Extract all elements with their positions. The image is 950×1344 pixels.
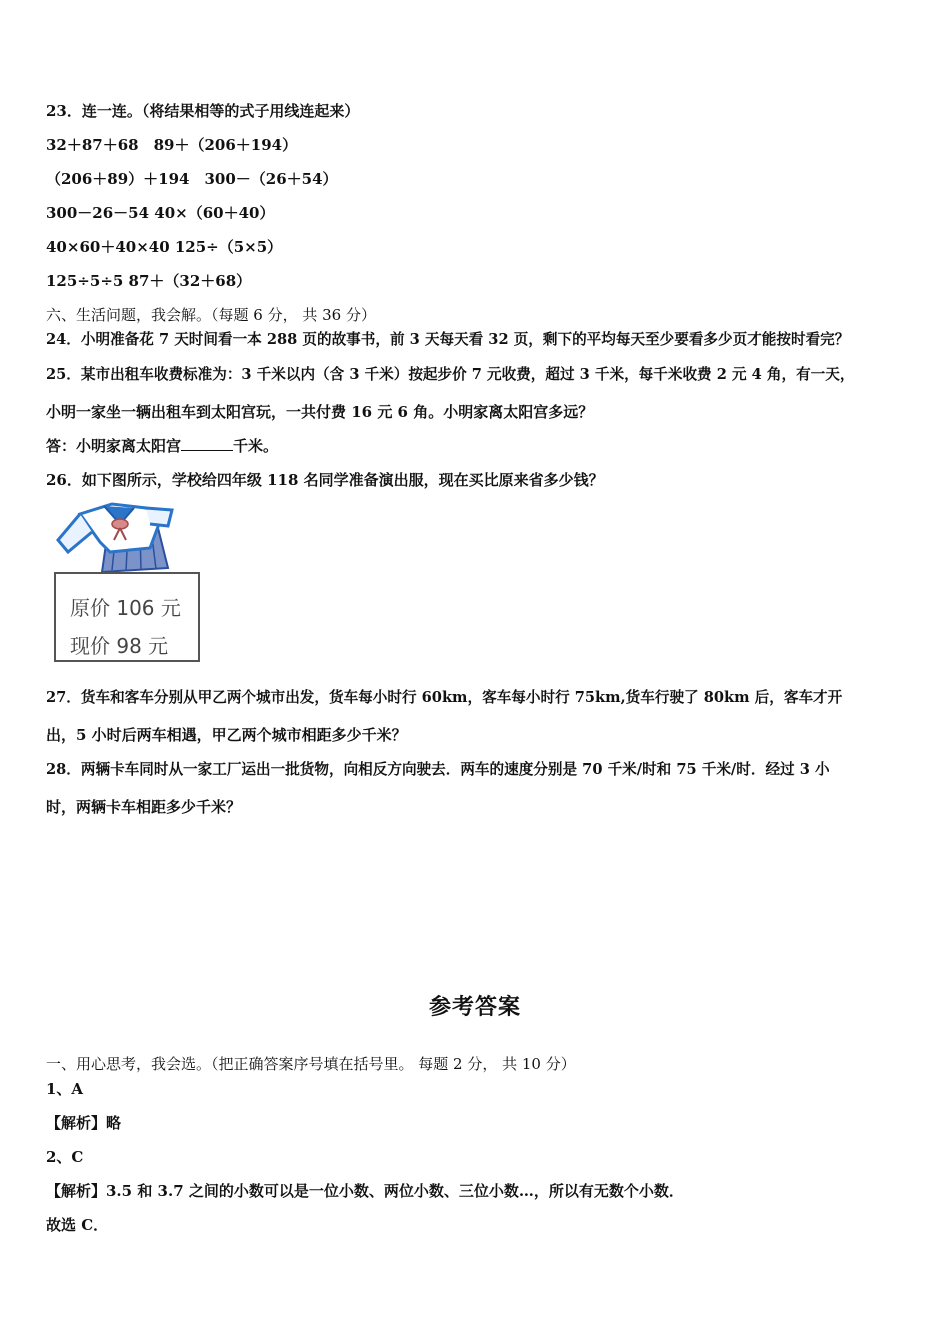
q25-answer-prefix: 答：小明家离太阳宫 bbox=[46, 437, 182, 455]
q28-line-1: 28．两辆卡车同时从一家工厂运出一批货物，向相反方向驶去．两车的速度分别是 70 千米/时和 75 千米/时．经过 3 小 bbox=[46, 761, 830, 778]
answer-1: 1、A bbox=[46, 1080, 84, 1098]
q24-text: 24．小明准备花 7 天时间看一本 288 页的故事书，前 3 天每天看 32 页，剩下的平均每天至少要看多少页才能按时看完？ bbox=[46, 331, 850, 348]
q28-line-2: 时，两辆卡车相距多少千米？ bbox=[46, 798, 242, 816]
answer-1-analysis: 【解析】略 bbox=[46, 1114, 122, 1132]
answers-section-1: 一、用心思考，我会选。（把正确答案序号填在括号里。 每题 2 分， 共 10 分） bbox=[46, 1055, 576, 1073]
q25-answer-suffix: 千米。 bbox=[233, 437, 279, 455]
q27-line-1: 27．货车和客车分别从甲乙两个城市出发，货车每小时行 60km，客车每小时行 75km,货车行驶了 80km 后，客车才开 bbox=[46, 689, 843, 706]
answer-2-conclusion: 故选 C． bbox=[46, 1216, 109, 1234]
q25-answer bbox=[46, 436, 278, 456]
original-price: 原价 106 元 bbox=[70, 596, 181, 620]
answer-2-analysis: 【解析】3.5 和 3.7 之间的小数可以是一位小数、两位小数、三位小数…，所以有无数个小数． bbox=[46, 1182, 684, 1200]
q25-line-2: 小明一家坐一辆出租车到太阳宫玩，一共付费 16 元 6 角。小明家离太阳宫多远？ bbox=[46, 403, 594, 421]
q23-row-2: （206＋89）＋194 300－（26＋54） bbox=[46, 170, 338, 188]
answer-2: 2、C bbox=[46, 1148, 84, 1166]
uniform-price-figure bbox=[50, 502, 206, 667]
q23-title: 23．连一连。（将结果相等的式子用线连起来） bbox=[46, 102, 360, 120]
answers-title: 参考答案 bbox=[428, 995, 521, 1020]
section-6-heading: 六、生活问题，我会解。（每题 6 分， 共 36 分） bbox=[46, 306, 376, 324]
uniform-icon bbox=[50, 502, 206, 574]
q23-row-4: 40×60＋40×40 125÷（5×5） bbox=[46, 238, 283, 256]
q26-text: 26．如下图所示，学校给四年级 118 名同学准备演出服，现在买比原来省多少钱？ bbox=[46, 471, 604, 489]
q23-row-5: 125÷5÷5 87＋（32＋68） bbox=[46, 272, 252, 290]
q23-row-3: 300－26－54 40×（60＋40） bbox=[46, 204, 275, 222]
q25-line-1: 25．某市出租车收费标准为：3 千米以内（含 3 千米）按起步价 7 元收费，超过 3 千米，每千米收费 2 元 4 角，有一天， bbox=[46, 366, 855, 383]
q23-row-1: 32＋87＋68 89＋（206＋194） bbox=[46, 136, 298, 154]
q27-line-2: 出，5 小时后两车相遇，甲乙两个城市相距多少千米？ bbox=[46, 726, 407, 744]
answer-blank[interactable] bbox=[181, 436, 233, 451]
current-price: 现价 98 元 bbox=[70, 634, 169, 658]
price-box bbox=[54, 572, 200, 662]
